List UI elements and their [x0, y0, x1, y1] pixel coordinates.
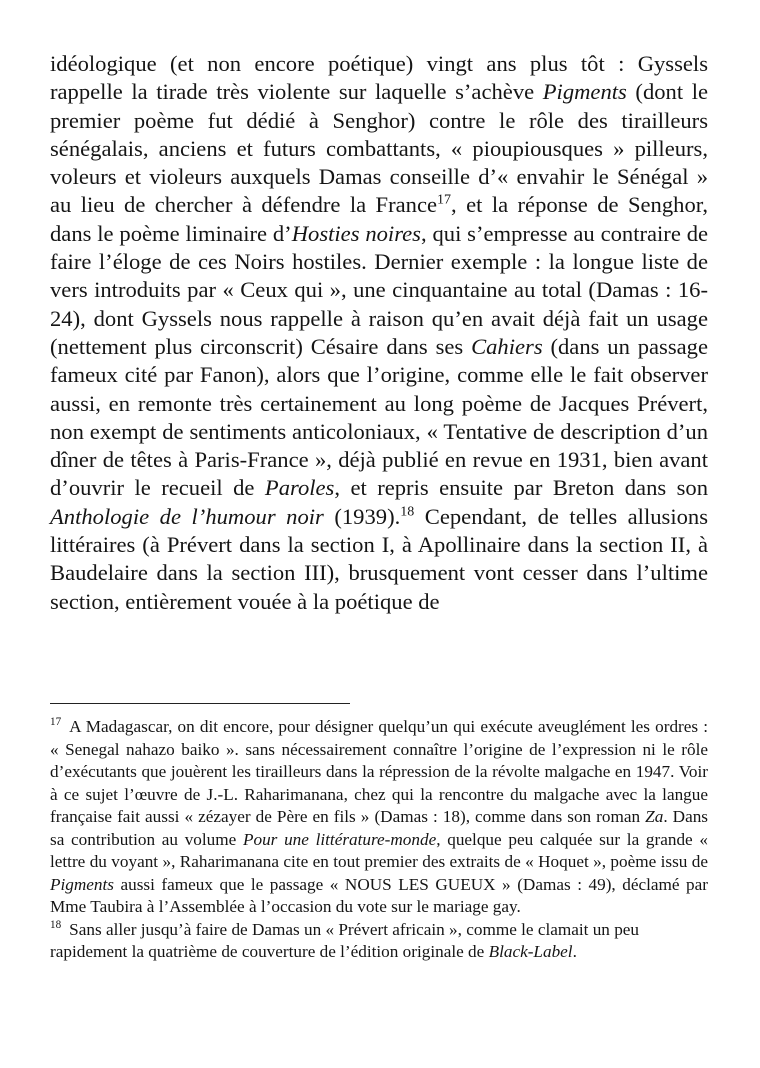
body-text-segment: (dont le premier poème fut dédié à Senghor) contre le rôle des tirailleurs sénégalais, anciens et futurs combattants, « pioupiousques » pilleurs, voleurs et violeurs auxquels Damas conseille d’« envahir le Sénégal » au lieu de chercher à défendre la France: [50, 79, 708, 218]
book-title-black-label: Black-Label: [488, 942, 573, 961]
book-title-pigments: Pigments: [542, 79, 627, 105]
body-text-segment: , qui s’empresse au contraire de faire l’éloge de ces Noirs hostiles. Dernier exemple : la longue liste de vers introduits par « Ceux qui », une cinquantaine au total (Damas : 16-24), dont Gyssels nous rappelle à raison qu’en avait déjà fait un usage (nettement plus circonscrit) Césaire dans ses: [50, 220, 709, 359]
body-text-segment: (1939).: [323, 503, 401, 529]
footnote-ref-17[interactable]: 17: [437, 192, 452, 208]
footnote-text-segment: , quelque peu calquée sur la grande « lettre du voyant », Raharimanana cite en tout premier des extraits de « Hoquet », poème issu de: [50, 829, 708, 871]
book-title-za: Za: [645, 807, 664, 826]
footnote-text-segment: Sans aller jusqu’à faire de Damas un « Prévert africain », comme le clamait un peu rapidement la quatrième de couverture de l’édition originale de: [50, 919, 640, 961]
body-text-segment: , et la réponse de Senghor, dans le poème liminaire d’: [50, 192, 709, 246]
footnote-text-segment: aussi fameux que le passage « NOUS LES GUEUX » (Damas : 49), déclamé par Mme Taubira à l’Assemblée à l’occasion du vote sur le mariage gay.: [50, 874, 708, 916]
footnote-18: [50, 919, 708, 964]
footnote-separator: [50, 703, 350, 704]
footnote-text-segment: A Madagascar, on dit encore, pour désigner quelqu’un qui exécute aveuglément les ordres : « Senegal nahazo baiko ». sans nécessairement connaître l’origine de l’expression ni le rôle d’exécutants que jouèrent les tirailleurs dans la répression de la révolte malgache en 1947. Voir à ce sujet l’œuvre de J.-L. Raharimanana, chez qui la rencontre du malgache avec la langue française fait aussi « zézayer de Père en fils » (Damas : 18), comme dans son roman: [50, 717, 708, 826]
book-title-anthologie: Anthologie de l’humour noir: [50, 503, 324, 529]
book-title-hosties-noires: Hosties noires: [291, 220, 421, 246]
book-title-paroles: Paroles: [264, 475, 335, 501]
footnote-ref-18[interactable]: 18: [400, 504, 415, 520]
body-text-segment: Cependant, de telles allusions littéraires (à Prévert dans la section I, à Apollinaire dans la section II, à Baudelaire dans la section III), brusquement vont cesser dans l’ultime section, entièrement vouée à la poétique de: [50, 503, 708, 614]
main-text: [50, 50, 708, 616]
footnote-text-segment: .: [572, 942, 577, 961]
book-title-pigments: Pigments: [50, 874, 114, 894]
body-text-segment: (dans un passage fameux cité par Fanon), alors que l’origine, comme elle le fait observer aussi, en remonte très certainement au long poème de Jacques Prévert, non exempt de sentiments anticoloniaux, « Tentative de description d’un dîner de têtes à Paris-France », déjà publié en revue en 1931, bien avant d’ouvrir le recueil de: [50, 333, 708, 501]
footnotes: [50, 716, 708, 964]
body-text-segment: idéologique (et non encore poétique) vingt ans plus tôt : Gyssels rappelle la tirade très violente sur laquelle s’achève: [50, 51, 708, 105]
book-title-litterature-monde: Pour une littérature-monde: [242, 829, 437, 849]
body-text-segment: , et repris ensuite par Breton dans son: [334, 475, 708, 501]
book-title-cahiers: Cahiers: [471, 333, 543, 359]
body-paragraph: [50, 50, 708, 616]
footnote-number: 17: [50, 716, 62, 729]
footnote-number: 18: [50, 918, 62, 931]
footnote-text-segment: . Dans sa contribution au volume: [50, 807, 708, 849]
footnote-17: [50, 716, 708, 919]
